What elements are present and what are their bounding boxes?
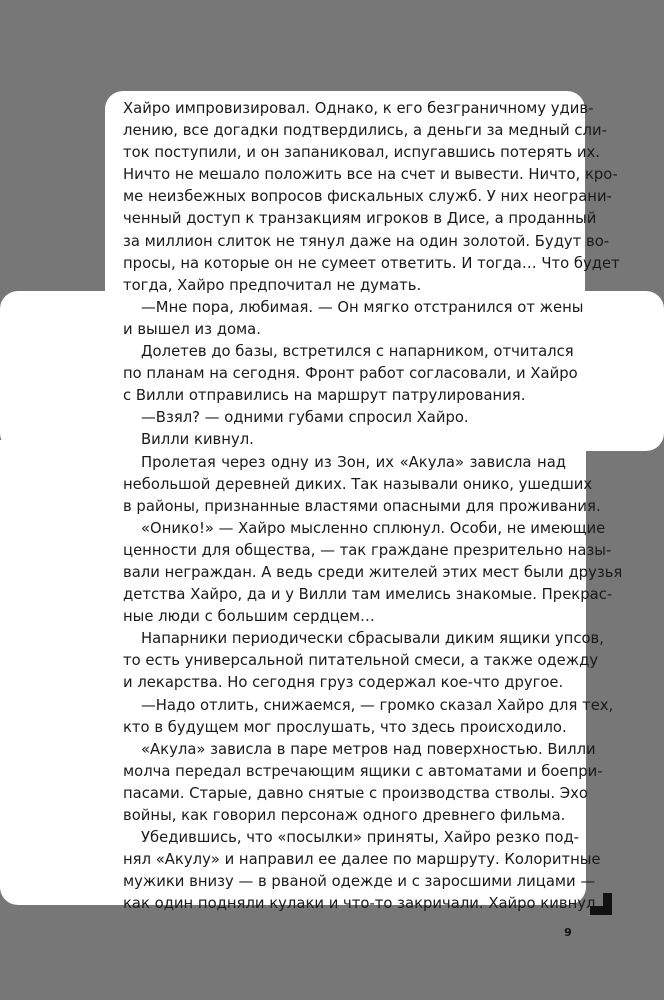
text-line: —Взял? — одними губами спросил Хайро.	[141, 409, 469, 427]
text-line: Долетев до базы, встретился с напарником, отчитался	[141, 343, 574, 361]
text-line: ченный доступ к транзакциям игроков в Дисе, а проданный	[123, 210, 597, 228]
text-line: в районы, признанные властями опасными для проживания.	[123, 497, 601, 515]
text-line: небольшой деревней диких. Так называли онико, ушедших	[123, 475, 593, 493]
text-line: ме неизбежных вопросов фискальных служб. У них неограни-	[123, 188, 612, 206]
text-line: просы, на которые он не сумеет ответить. И тогда… Что будет	[123, 254, 620, 272]
text-line: Убедившись, что «посылки» приняты, Хайро резко под-	[141, 829, 580, 847]
body-text	[123, 98, 623, 915]
text-line: Напарники периодически сбрасывали диким ящики упсов,	[141, 630, 604, 648]
text-line: кто в будущем мог прослушать, что здесь происходило.	[123, 718, 567, 736]
text-line: ценности для общества, — так граждане презрительно назы-	[123, 541, 612, 559]
text-line: вали неграждан. А ведь среди жителей этих мест были друзья	[123, 563, 623, 581]
text-line: по планам на сегодня. Фронт работ согласовали, и Хайро	[123, 365, 578, 383]
text-line: то есть универсальной питательной смеси, а также одежду	[123, 652, 599, 670]
text-line: ток поступили, и он запаниковал, испугавшись потерять их.	[123, 144, 601, 162]
text-line: нял «Акулу» и направил ее далее по маршруту. Колоритные	[123, 851, 601, 869]
text-line: и лекарства. Но сегодня груз содержал кое-что другое.	[123, 674, 564, 692]
text-line: детства Хайро, да и у Вилли там имелись знакомые. Прекрас-	[123, 586, 613, 604]
text-line: —Мне пора, любимая. — Он мягко отстранился от жены	[141, 298, 584, 316]
text-line: мужики внизу — в рваной одежде и с заросшими лицами —	[123, 873, 596, 891]
text-line: как один подняли кулаки и что-то закричали. Хайро кивнул,	[123, 895, 601, 913]
page-number: 9	[564, 926, 572, 939]
text-line: Ничто не мешало положить все на счет и вывести. Ничто, кро-	[123, 166, 618, 184]
text-line: Пролетая через одну из Зон, их «Акула» зависла над	[141, 453, 566, 471]
text-line: «Онико!» — Хайро мысленно сплюнул. Особи, не имеющие	[141, 519, 606, 537]
text-line: тогда, Хайро предпочитал не думать.	[123, 276, 422, 294]
text-line: Хайро импровизировал. Однако, к его безграничному удив-	[123, 100, 594, 117]
text-line: с Вилли отправились на маршрут патрулирования.	[123, 387, 526, 405]
text-line: молча передал встречающим ящики с автоматами и боепри-	[123, 762, 603, 780]
text-line: лению, все догадки подтвердились, а деньги за медный сли-	[123, 122, 607, 140]
text-line: пасами. Старые, давно снятые с производства стволы. Эхо	[123, 784, 588, 802]
text-line: Вилли кивнул.	[141, 431, 254, 449]
text-line: войны, как говорил персонаж одного древнего фильма.	[123, 807, 566, 824]
text-line: за миллион слиток не тянул даже на один золотой. Будут во-	[123, 232, 610, 250]
text-line: ные люди с большим сердцем…	[123, 608, 375, 626]
text-line: —Надо отлить, снижаемся, — громко сказал Хайро для тех,	[141, 696, 614, 714]
text-line: и вышел из дома.	[123, 320, 261, 338]
text-line: «Акула» зависла в паре метров над поверхностью. Вилли	[141, 740, 596, 758]
corner-bracket-icon	[590, 893, 612, 915]
